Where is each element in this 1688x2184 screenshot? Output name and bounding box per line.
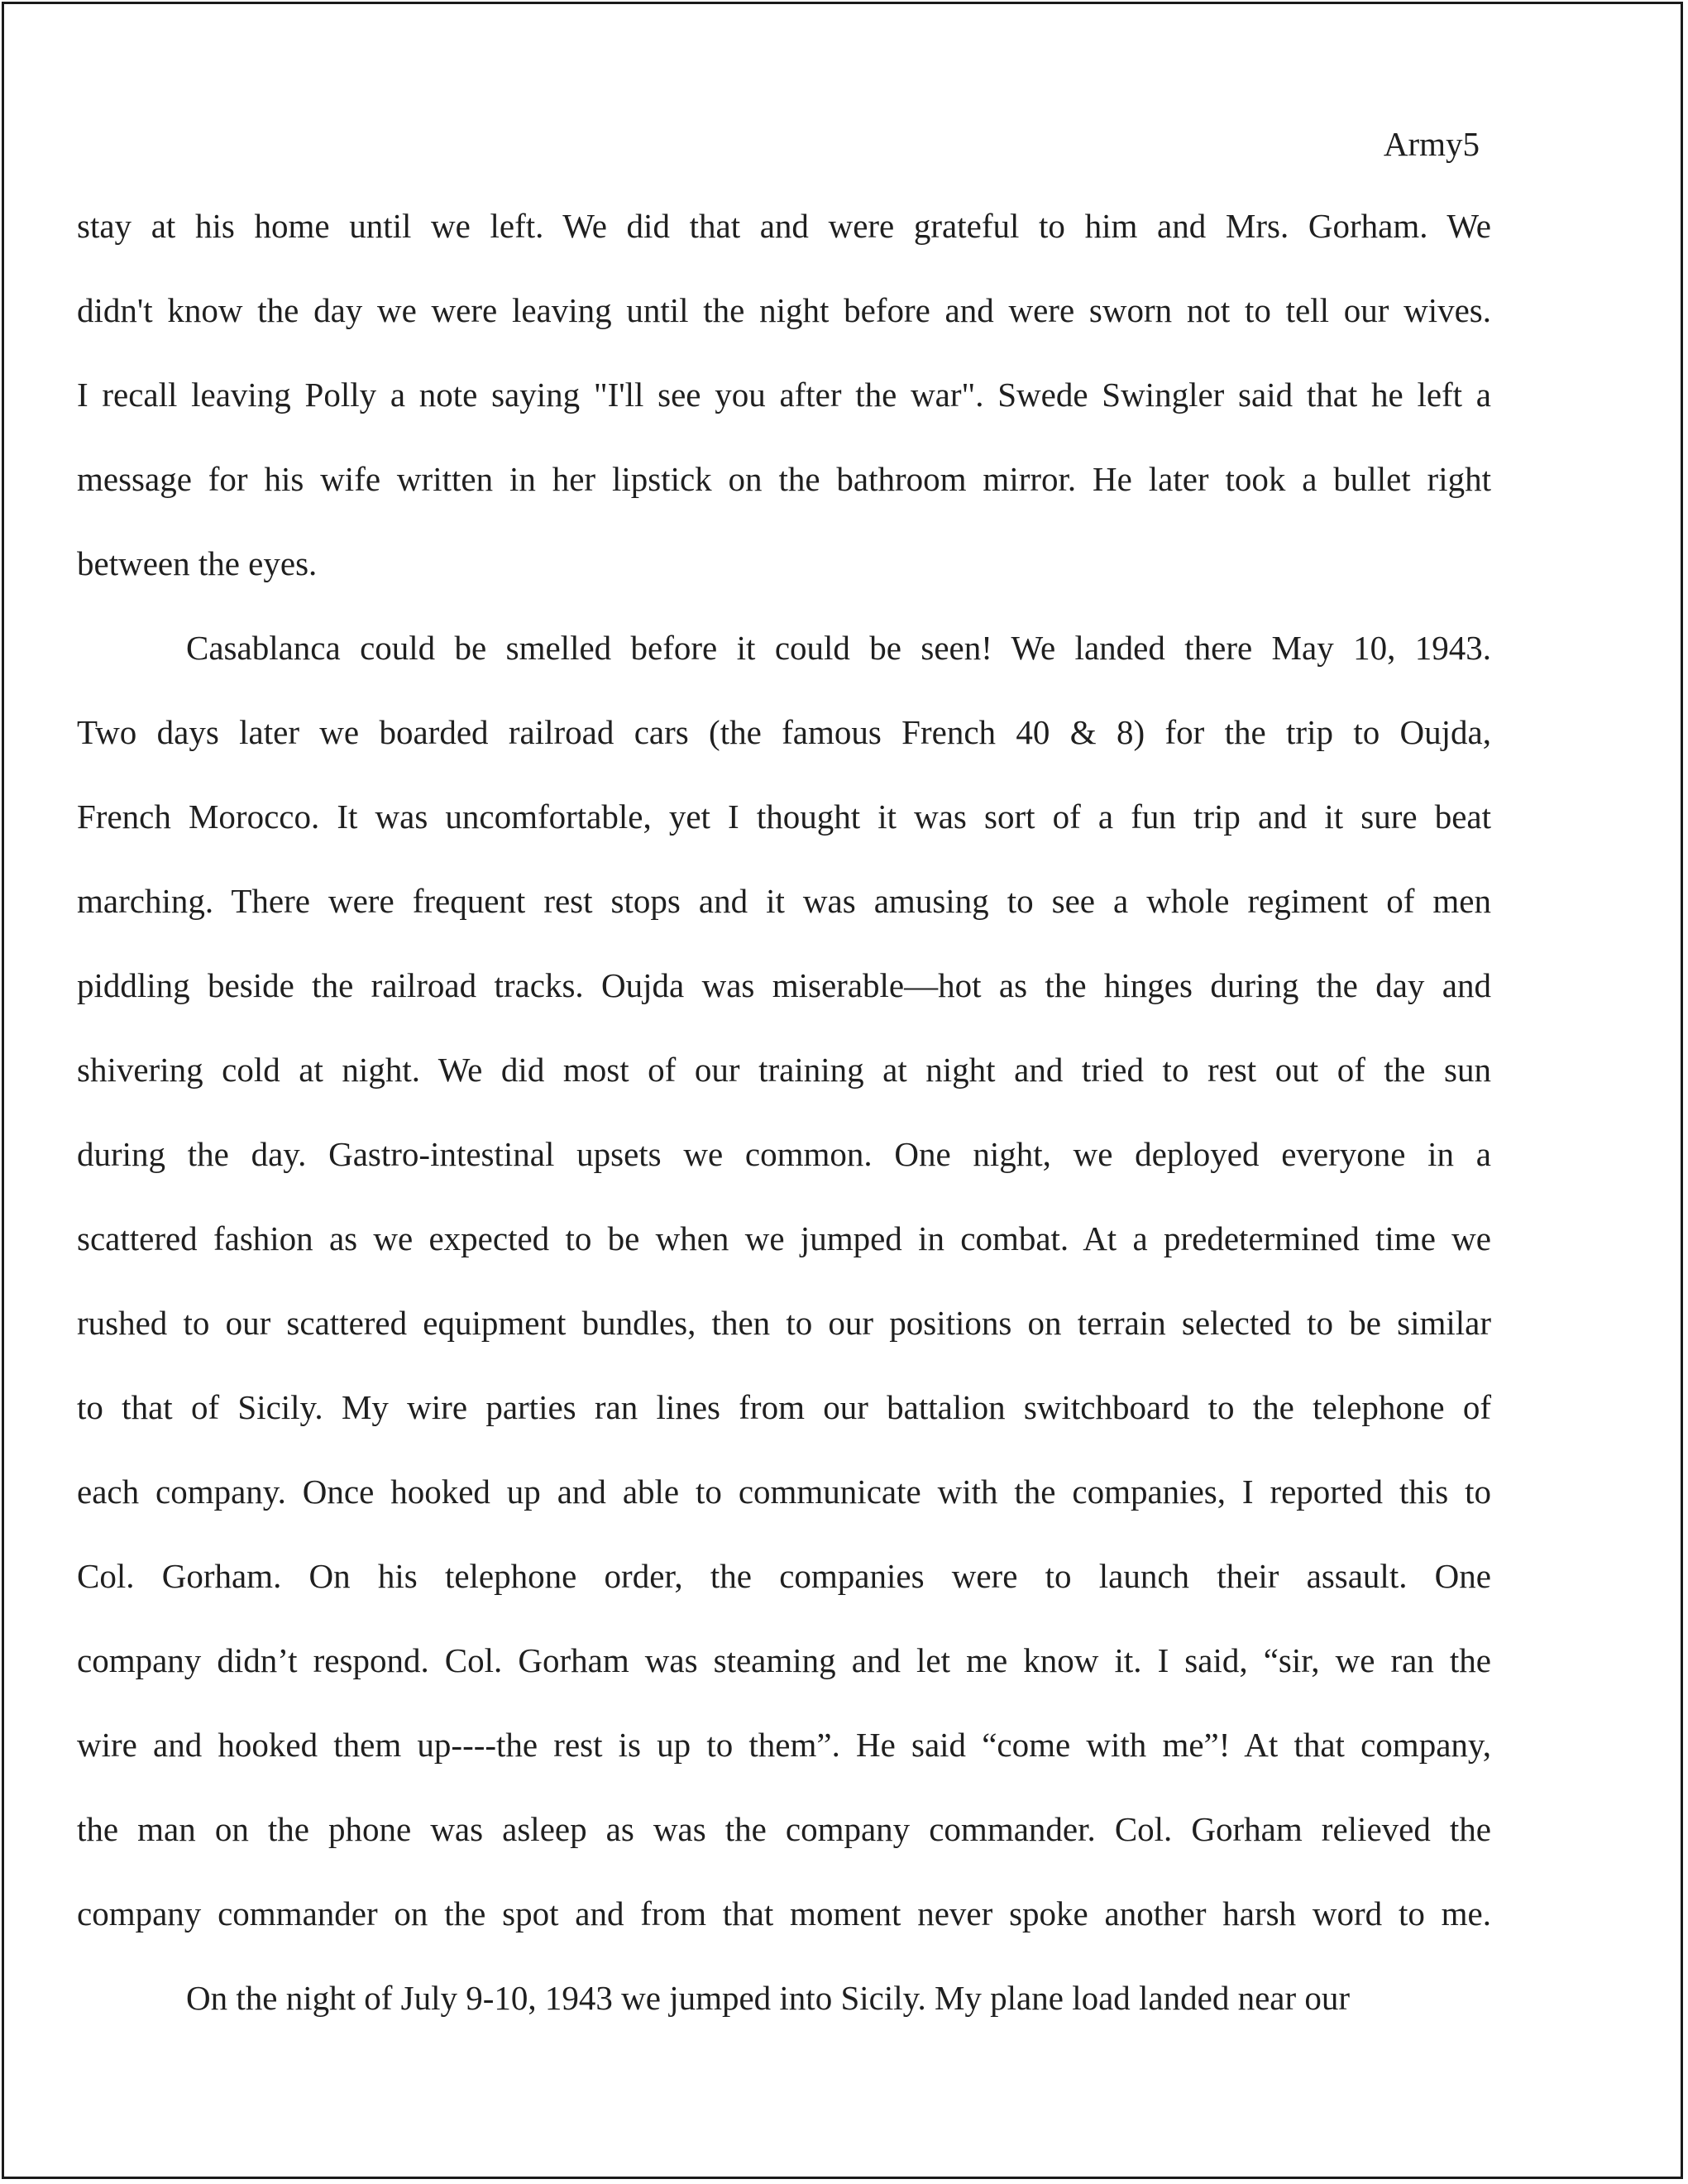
text-line: rushed to our scattered equipment bundles, then to our positions on terrain selected to be similar [77, 1304, 1491, 1342]
text-line: wire and hooked them up----the rest is up to them”. He said “come with me”! At that company, [77, 1726, 1491, 1764]
text-line: to that of Sicily. My wire parties ran lines from our battalion switchboard to the telephone of [77, 1388, 1491, 1426]
text-line: scattered fashion as we expected to be when we jumped in combat. At a predetermined time we [77, 1219, 1491, 1257]
paragraph-first-line: On the night of July 9-10, 1943 we jumped into Sicily. My plane load landed near our [186, 1979, 1351, 2017]
text-line: company commander on the spot and from that moment never spoke another harsh word to me. [77, 1894, 1491, 1933]
text-line: didn't know the day we were leaving until the night before and were sworn not to tell our wives. [77, 291, 1491, 329]
text-line: Col. Gorham. On his telephone order, the companies were to launch their assault. One [77, 1557, 1491, 1595]
text-line: I recall leaving Polly a note saying "I'll see you after the war". Swede Swingler said that he left a [77, 376, 1491, 414]
text-line: during the day. Gastro-intestinal upsets we common. One night, we deployed everyone in a [77, 1135, 1491, 1173]
text-line: shivering cold at night. We did most of our training at night and tried to rest out of the sun [77, 1051, 1491, 1089]
text-line: Two days later we boarded railroad cars (the famous French 40 & 8) for the trip to Oujda, [77, 713, 1491, 751]
text-line: each company. Once hooked up and able to communicate with the companies, I reported this to [77, 1473, 1491, 1511]
text-line: message for his wife written in her lipstick on the bathroom mirror. He later took a bullet right [77, 460, 1491, 498]
document-body [77, 195, 1491, 2052]
text-line: stay at his home until we left. We did that and were grateful to him and Mrs. Gorham. We [77, 207, 1491, 245]
text-line: marching. There were frequent rest stops and it was amusing to see a whole regiment of men [77, 882, 1491, 920]
paragraph-first-line: Casablanca could be smelled before it could be seen! We landed there May 10, 1943. [186, 629, 1491, 667]
text-line: company didn’t respond. Col. Gorham was steaming and let me know it. I said, “sir, we ran the [77, 1641, 1491, 1679]
text-line: the man on the phone was asleep as was the company commander. Col. Gorham relieved the [77, 1810, 1491, 1848]
text-line: piddling beside the railroad tracks. Oujda was miserable—hot as the hinges during the day and [77, 966, 1491, 1004]
page-header: Army5 [1383, 125, 1480, 163]
text-line: French Morocco. It was uncomfortable, yet I thought it was sort of a fun trip and it sure beat [77, 797, 1491, 836]
text-line: between the eyes. [77, 544, 318, 582]
